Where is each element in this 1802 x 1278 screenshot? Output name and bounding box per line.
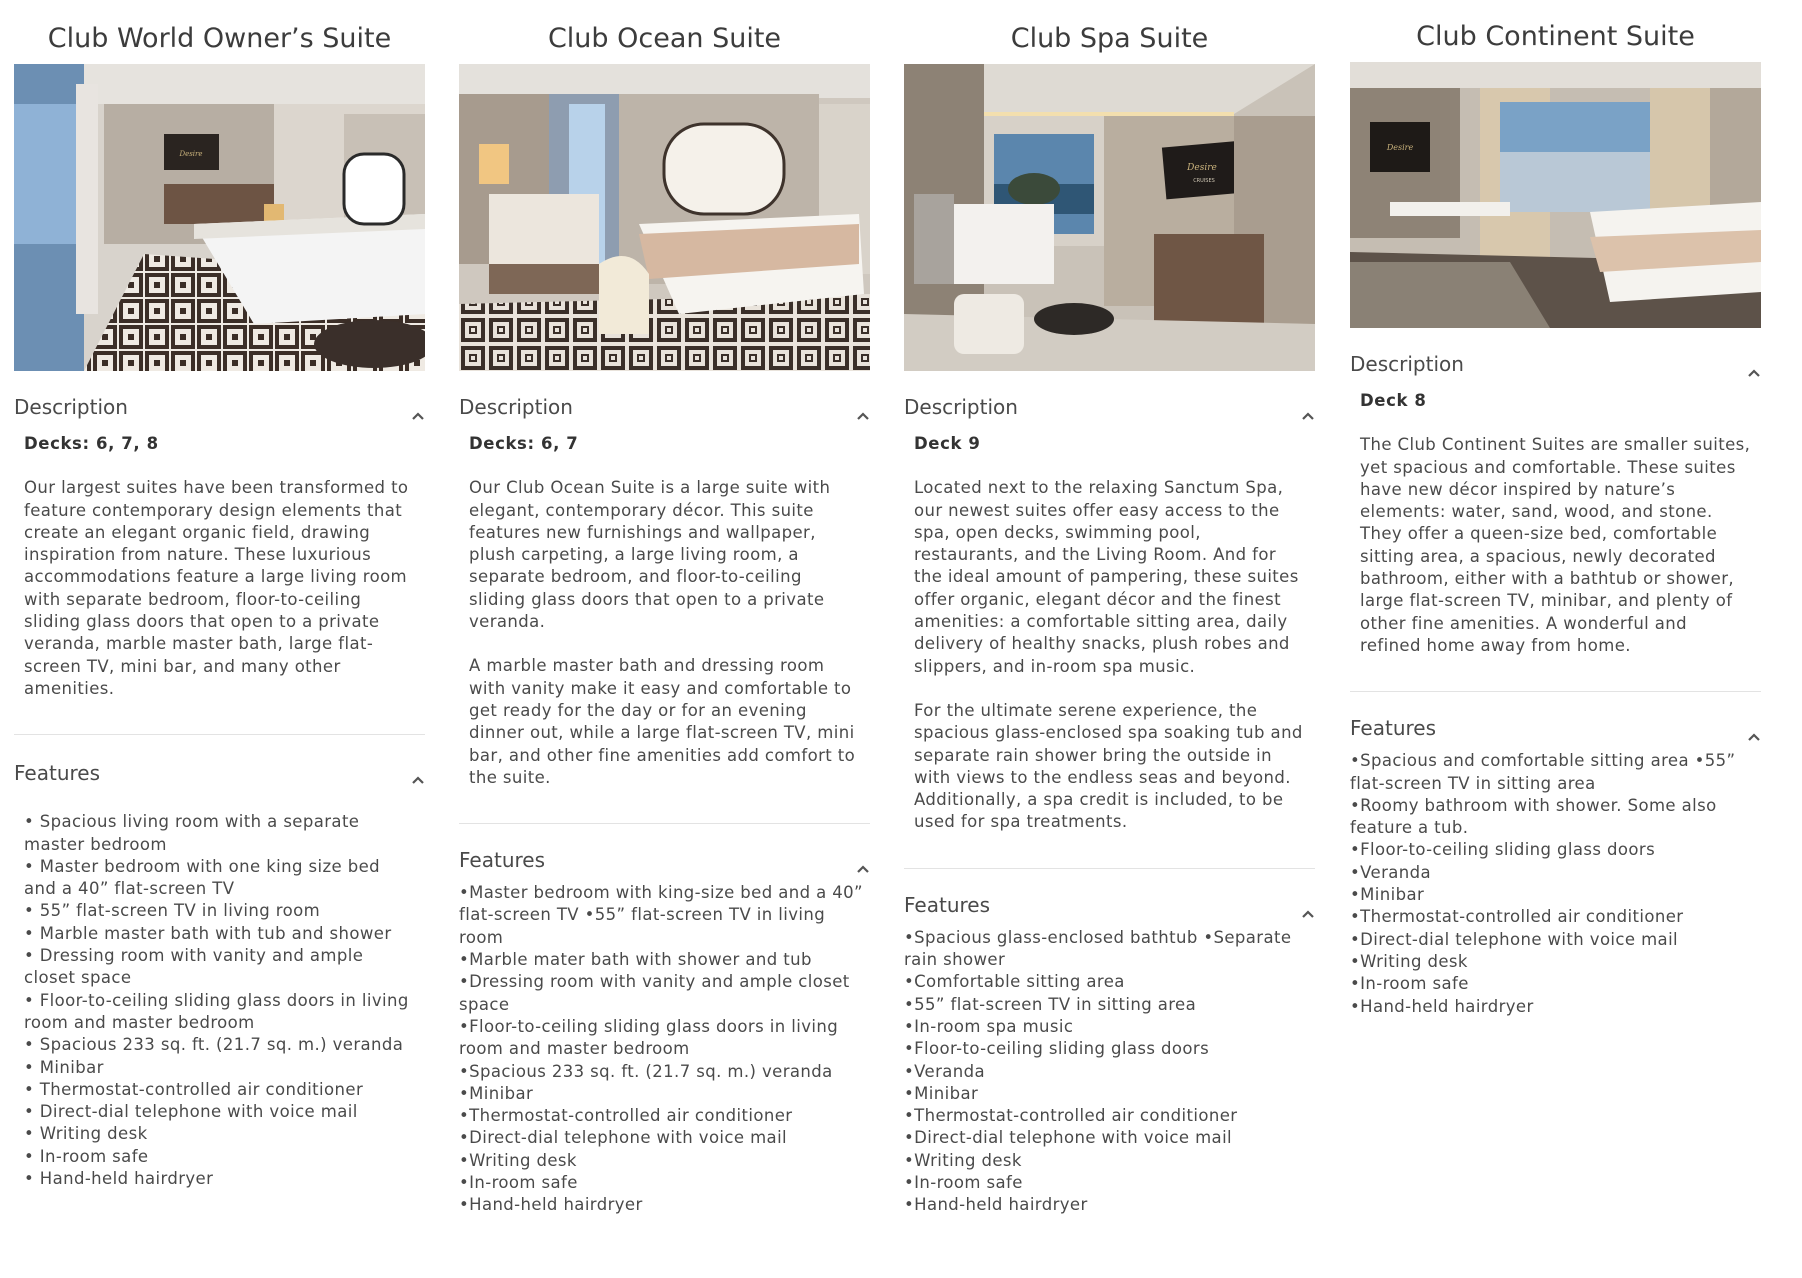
description-label: Description <box>904 395 1018 419</box>
tv-logo-sub: CRUISES <box>1193 178 1215 184</box>
suite-photo <box>904 64 1315 371</box>
feature-item: •In-room safe <box>904 1173 1023 1193</box>
feature-item: • Master bedroom with one king size bed and a 40” flat-screen TV <box>24 856 381 899</box>
feature-item: •Master bedroom with king-size bed and a 40” flat-screen TV •55” flat-screen TV in living room <box>459 883 863 947</box>
feature-item: •Writing desk <box>459 1150 577 1170</box>
suite-photo-illustration <box>459 64 870 371</box>
tv-logo-text: Desire <box>1187 163 1217 173</box>
suite-title: Club Ocean Suite <box>547 23 782 54</box>
suite-title: Club Spa Suite <box>1010 23 1209 54</box>
description-paragraph: A marble master bath and dressing room with vanity make it easy and comfortable to get ready for the day or for an evening dinner out, while a large flat-screen TV, mini bar, and other fine amenities add comfort to the suite. <box>469 656 856 787</box>
chevron-up-icon[interactable] <box>411 411 425 421</box>
deck-info: Decks: 6, 7, 8 <box>24 434 159 453</box>
chevron-up-icon[interactable] <box>1301 909 1315 919</box>
description-paragraph: The Club Continent Suites are smaller suites, yet spacious and comfortable. These suites have new décor inspired by nature’s elements: water, sand, wood, and stone. They offer a queen-size bed, comfortable sitting area, a spacious, newly decorated bathroom, either with a bathtub or shower, large flat-screen TV, minibar, and plenty of other fine amenities. A wonderful and refined home away from home. <box>1360 435 1751 655</box>
feature-item: • Writing desk <box>24 1124 148 1144</box>
description-label: Description <box>14 395 128 419</box>
feature-item: •Minibar <box>904 1083 979 1103</box>
description-paragraph: Our Club Ocean Suite is a large suite with elegant, contemporary décor. This suite features new furnishings and wallpaper, plush carpeting, a large living room, a separate bedroom, and floor-to-ceiling sliding glass doors that open to a private veranda. <box>469 478 831 632</box>
feature-item: •Minibar <box>1350 885 1425 905</box>
features-list <box>14 811 425 1190</box>
feature-item: •Minibar <box>459 1083 534 1103</box>
features-label: Features <box>459 848 545 873</box>
deck-info: Deck 8 <box>1360 391 1427 410</box>
feature-item: •In-room safe <box>459 1173 578 1193</box>
feature-item: •Comfortable sitting area <box>904 972 1125 992</box>
feature-item: •55” flat-screen TV in sitting area <box>904 994 1197 1014</box>
description-paragraph: Our largest suites have been transformed to feature contemporary design elements that create an elegant organic field, drawing inspiration from nature. These luxurious accommodations feature a large living room with separate bedroom, floor-to-ceiling sliding glass doors that open to a private veranda, marble master bath, large flat-screen TV, mini bar, and many other amenities. <box>24 478 409 698</box>
suite-card-spa <box>904 0 1315 1217</box>
feature-item: • Hand-held hairdryer <box>24 1169 214 1189</box>
description-paragraph: For the ultimate serene experience, the spacious glass-enclosed spa soaking tub and separate rain shower bring the outside in with views to the endless seas and beyond. Additionally, a spa credit is included, to be used for spa treatments. <box>914 700 1303 832</box>
features-header[interactable] <box>459 824 870 876</box>
feature-item: •Thermostat-controlled air conditioner <box>1350 907 1684 927</box>
feature-item: •Direct-dial telephone with voice mail <box>1350 929 1679 949</box>
description-header[interactable] <box>904 371 1315 433</box>
suite-photo-illustration <box>1350 62 1761 328</box>
suite-photo <box>14 64 425 371</box>
tv-logo-text: Desire <box>179 150 203 158</box>
features-label: Features <box>904 892 990 917</box>
suite-title: Club World Owner’s Suite <box>47 23 392 54</box>
features-header[interactable] <box>904 869 1315 921</box>
feature-item: •Direct-dial telephone with voice mail <box>459 1128 788 1148</box>
feature-item: •In-room spa music <box>904 1016 1074 1036</box>
chevron-up-icon[interactable] <box>856 864 870 874</box>
feature-item: •Thermostat-controlled air conditioner <box>459 1106 793 1126</box>
feature-item: • Thermostat-controlled air conditioner <box>24 1079 364 1099</box>
feature-item: • 55” flat-screen TV in living room <box>24 901 321 921</box>
feature-item: •Dressing room with vanity and ample closet space <box>459 972 850 1014</box>
features-label: Features <box>1350 716 1436 741</box>
deck-info: Deck 9 <box>914 434 981 453</box>
feature-item: •Hand-held hairdryer <box>904 1195 1088 1215</box>
suite-title: Club Continent Suite <box>1416 21 1695 52</box>
description-header[interactable] <box>14 371 425 433</box>
feature-item: •Thermostat-controlled air conditioner <box>904 1106 1238 1126</box>
chevron-up-icon[interactable] <box>1301 411 1315 421</box>
description-body <box>459 433 870 789</box>
feature-item: •Roomy bathroom with shower. Some also feature a tub. <box>1350 795 1717 838</box>
suite-photo <box>459 64 870 371</box>
feature-item: •Direct-dial telephone with voice mail <box>904 1128 1233 1148</box>
chevron-up-icon[interactable] <box>411 775 425 785</box>
feature-item: •Floor-to-ceiling sliding glass doors in living room and master bedroom <box>459 1016 839 1059</box>
deck-info: Decks: 6, 7 <box>469 434 579 453</box>
description-label: Description <box>459 395 573 419</box>
feature-item: • Spacious 233 sq. ft. (21.7 sq. m.) veranda <box>24 1035 404 1055</box>
suite-photo <box>1350 62 1761 328</box>
description-header[interactable] <box>1350 328 1761 390</box>
features-header[interactable] <box>14 735 425 797</box>
feature-item: • In-room safe <box>24 1146 149 1166</box>
chevron-up-icon[interactable] <box>1747 732 1761 742</box>
description-paragraph: Located next to the relaxing Sanctum Spa, our newest suites offer easy access to the spa, open decks, swimming pool, restaurants, and the Living Room. And for the ideal amount of pampering, these suites offer organic, elegant décor and the finest amenities: a comfortable sitting area, daily delivery of healthy snacks, plush robes and slippers, and in-room spa music. <box>914 478 1299 676</box>
suite-card-continent <box>1350 0 1761 1018</box>
feature-item: •Spacious glass-enclosed bathtub •Separate rain shower <box>904 927 1292 970</box>
feature-item: •In-room safe <box>1350 974 1469 994</box>
description-body <box>1350 390 1761 657</box>
feature-item: •Spacious and comfortable sitting area •55” flat-screen TV in sitting area <box>1350 751 1736 793</box>
description-body <box>14 433 425 700</box>
feature-item: •Hand-held hairdryer <box>1350 996 1534 1016</box>
features-list <box>1350 750 1761 1018</box>
feature-item: • Dressing room with vanity and ample closet space <box>24 946 364 988</box>
suite-card-ocean <box>459 0 870 1217</box>
features-list <box>459 882 870 1216</box>
features-list <box>904 927 1315 1217</box>
chevron-up-icon[interactable] <box>856 411 870 421</box>
description-body <box>904 433 1315 834</box>
description-header[interactable] <box>459 371 870 433</box>
feature-item: •Marble mater bath with shower and tub <box>459 950 812 970</box>
feature-item: •Writing desk <box>1350 951 1468 971</box>
feature-item: •Veranda <box>1350 862 1432 882</box>
feature-item: •Hand-held hairdryer <box>459 1195 643 1215</box>
features-header[interactable] <box>1350 692 1761 744</box>
description-label: Description <box>1350 352 1464 376</box>
feature-item: •Veranda <box>904 1061 986 1081</box>
tv-logo-text: Desire <box>1386 143 1414 152</box>
feature-item: • Floor-to-ceiling sliding glass doors in living room and master bedroom <box>24 990 409 1032</box>
suite-photo-illustration <box>904 64 1315 371</box>
suite-photo-illustration <box>14 64 425 371</box>
feature-item: •Writing desk <box>904 1150 1022 1170</box>
feature-item: •Spacious 233 sq. ft. (21.7 sq. m.) veranda <box>459 1061 833 1081</box>
chevron-up-icon[interactable] <box>1747 368 1761 378</box>
feature-item: • Marble master bath with tub and shower <box>24 923 392 943</box>
feature-item: •Floor-to-ceiling sliding glass doors <box>904 1039 1210 1059</box>
suite-card-world-owners <box>14 0 425 1190</box>
features-label: Features <box>14 761 100 786</box>
feature-item: • Minibar <box>24 1057 104 1077</box>
feature-item: •Floor-to-ceiling sliding glass doors <box>1350 840 1656 860</box>
feature-item: • Direct-dial telephone with voice mail <box>24 1102 358 1122</box>
feature-item: • Spacious living room with a separate master bedroom <box>24 812 360 854</box>
